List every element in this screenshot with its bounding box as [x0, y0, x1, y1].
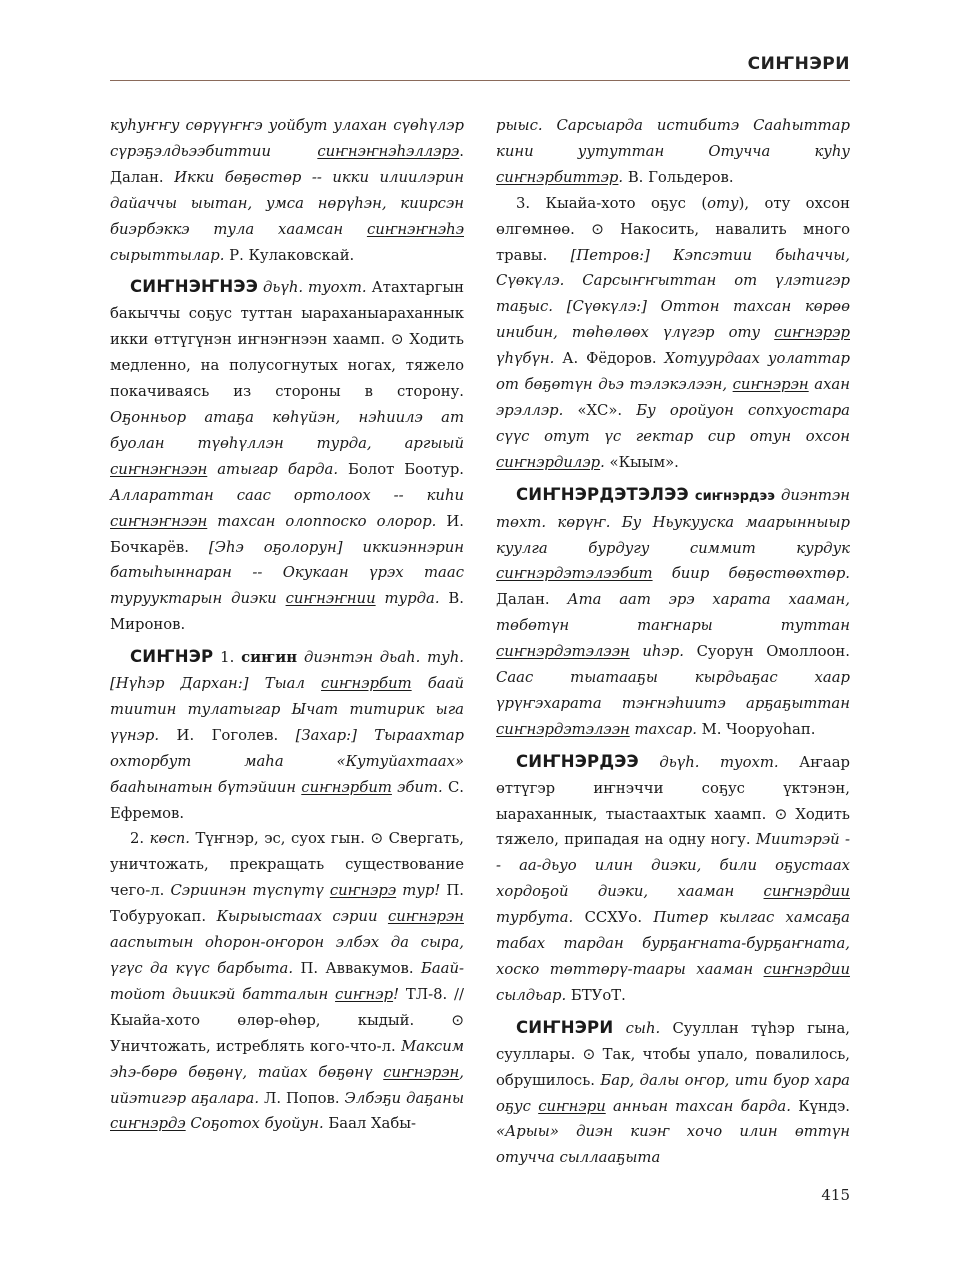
entry-singner: СИҤНЭР 1. сиҥин диэнтэн дьаһ. туһ. [Нүһэр Дархан:] Тыал сиҥнэрбит баай тиитин тулатыгар Ычат титирик ыга үүнэр. И. Гоголев. [Захар:] Тыраахтар охторбут маһа «Кутуйахтаах» бааһынатын бүтэйиин сиҥнэрбит эбит. С. Ефремов. — [110, 647, 464, 822]
headword: СИҤНЭРИ — [516, 1017, 614, 1037]
entry-singner-sense-2: 2. көсп. Түҥнэр, эс, суох гын. ⊙ Свергать, уничтожать, прекращать существование чего-л. Сэриинэн түспүтү сиҥнэрэ тур! П. Тобуруокап. Кырыыстаах сэрии сиҥнэрэн ааспытын оһорон-оҥорон элбэх да сыра, үгүс да күүс барбыта. П. Аввакумов. Баай-тойот дьиикэй батталын сиҥнэр! ТЛ-8. // Кыайа-хото өлөр-өһөр, кыдый. ⊙ Уничтожать, истреблять кого-что-л. Максим эһэ-бөрө бөҕөнү, тайах бөҕөнү сиҥнэрэн, ийэтигэр аҕалара. Л. Попов. Элбэҕи даҕаны сиҥнэрдэ Соҕотох буойун. Баал Хабы- — [110, 829, 465, 1133]
russian-marker-icon: ⊙ — [582, 1044, 596, 1063]
headword: СИҤНЭҤНЭЭ — [130, 277, 259, 297]
russian-marker-icon: ⊙ — [451, 1010, 464, 1029]
headword: СИҤНЭРДЭТЭЛЭЭ — [516, 484, 689, 504]
russian-marker-icon: ⊙ — [390, 330, 404, 349]
entry-singnengnee: СИҤНЭҤНЭЭ дьүһ. туохт. Атахтаргын бакыччы соҕус туттан ыараханыараханнык икки өттүгүнэн иҥнэҥнээн хаамп. ⊙ Ходить медленно, на полусогнутых ногах, тяжело покачиваясь из стороны в сторону. Оҕонньор атаҕа көһүйэн, нэһиилэ ат буолан түөһүллэн турда, аргыый сиҥнэҥнээн атыгар барда. Болот Боотур. Аллараттан саас ортолоох -- киһи сиҥнэҥнээн тахсан олоппоско олорор. И. Бочкарёв. [Эһэ оҕолорун] иккиэннэрин батыһыннаран -- Окукаан үрэх таас турууктарын диэки сиҥнэҥнии турда. В. Миронов. — [110, 277, 465, 634]
page-number: 415 — [821, 1186, 850, 1204]
left-column — [110, 113, 464, 1137]
russian-marker-icon: ⊙ — [591, 219, 604, 238]
headword: СИҤНЭРДЭЭ — [516, 751, 639, 771]
entry-continuation: рыыс. Сарсыарда истибитэ Сааһыттар кини уутуттан Отучча куһу сиҥнэрбиттэр. В. Гольдеров. — [496, 117, 850, 186]
running-head: СИҤНЭРИ — [747, 54, 850, 74]
entry-singnerdee: СИҤНЭРДЭЭ дьүһ. туохт. Аҥаар өттүгэр иҥнэччи соҕус үктэнэн, ыараханнык, тыастаахтык хаамп. ⊙ Ходить тяжело, припадая на одну ногу. Миитэрэй -- аа-дьуо илин диэки, били оҕустаах хордоҕой диэки, хааман сиҥнэрдии турбута. ССХУо. Питер кылгас хамсаҕа табах тардан бурҕаҥната-бурҕаҥната, хоско төттөрү-таары хааман сиҥнэрдии сылдьар. БТУоТ. — [496, 751, 850, 1004]
entry-continuation: куһуҥҥу сөрүүҥҥэ уойбут улахан сүөһүлэр сүрэҕэлдьээбиттии сиҥнэҥнэһэллэрэ. Далан. Икки бөҕөстөр -- икки илиилэрин дайаччы ыытан, умса нөрүһэн, киирсэн биэрбэккэ тула хаамсан сиҥнэҥнэһэ сырыттылар. Р. Кулаковскай. — [110, 117, 464, 264]
right-column — [496, 113, 850, 1171]
headword: СИҤНЭР — [130, 647, 214, 667]
entry-singner-sense-3: 3. Кыайа-хото оҕус (оту), оту охсон өлгөмнөө. ⊙ Накосить, навалить много травы. [Петров:] Кэпсэтии быһаччы, Сүөкүлэ. Сарсыҥҥыттан от үлэтигэр таҕыс. [Сүөкүлэ:] Оттон тахсан көрөө инибин, төһөлөөх үлүгэр оту сиҥнэрэр үһүбүн. А. Фёдоров. Хотуурдаах уолаттар от бөҕөтүн дьэ тэлэкэлээн, сиҥнэрэн ахан эрэллэр. «ХС». Бу оройуон сопхуостара сүүс отут үс гектар сир отун охсон сиҥнэрдилэр. «Кыым». — [496, 194, 851, 471]
russian-marker-icon: ⊙ — [370, 829, 384, 848]
entry-singnerdetelee: СИҤНЭРДЭТЭЛЭЭ сиҥнэрдээ диэнтэн төхт. көрүҥ. Бу Ньукууска маарынныыр куулга бурдугу симмит курдук сиҥнэрдэтэлээбит биир бөҕөстөөхтөр. Далан. Ата аат эрэ харата хааман, төбөтүн таҥнары туттан сиҥнэрдэтэлээн иһэр. Суорун Омоллоон. Саас тыатааҕы кырдьаҕас хаар үрүҥэхарата тэҥнэһиитэ арҕаҕыттан сиҥнэрдэтэлээн тахсар. М. Чооруоһап. — [496, 484, 851, 738]
russian-marker-icon: ⊙ — [774, 804, 788, 823]
entry-singneri: СИҤНЭРИ сыһ. Сууллан түһэр гына, сууллары. ⊙ Так, чтобы упало, повалилось, обрушилось. Бар, далы оҥор, ити буор хара оҕус сиҥнэри анньан тахсан барда. Күндэ. «Арыы» диэн киэҥ хочо илин өттүн отучча сыллааҕыта — [496, 1017, 850, 1167]
page-header — [110, 52, 850, 81]
